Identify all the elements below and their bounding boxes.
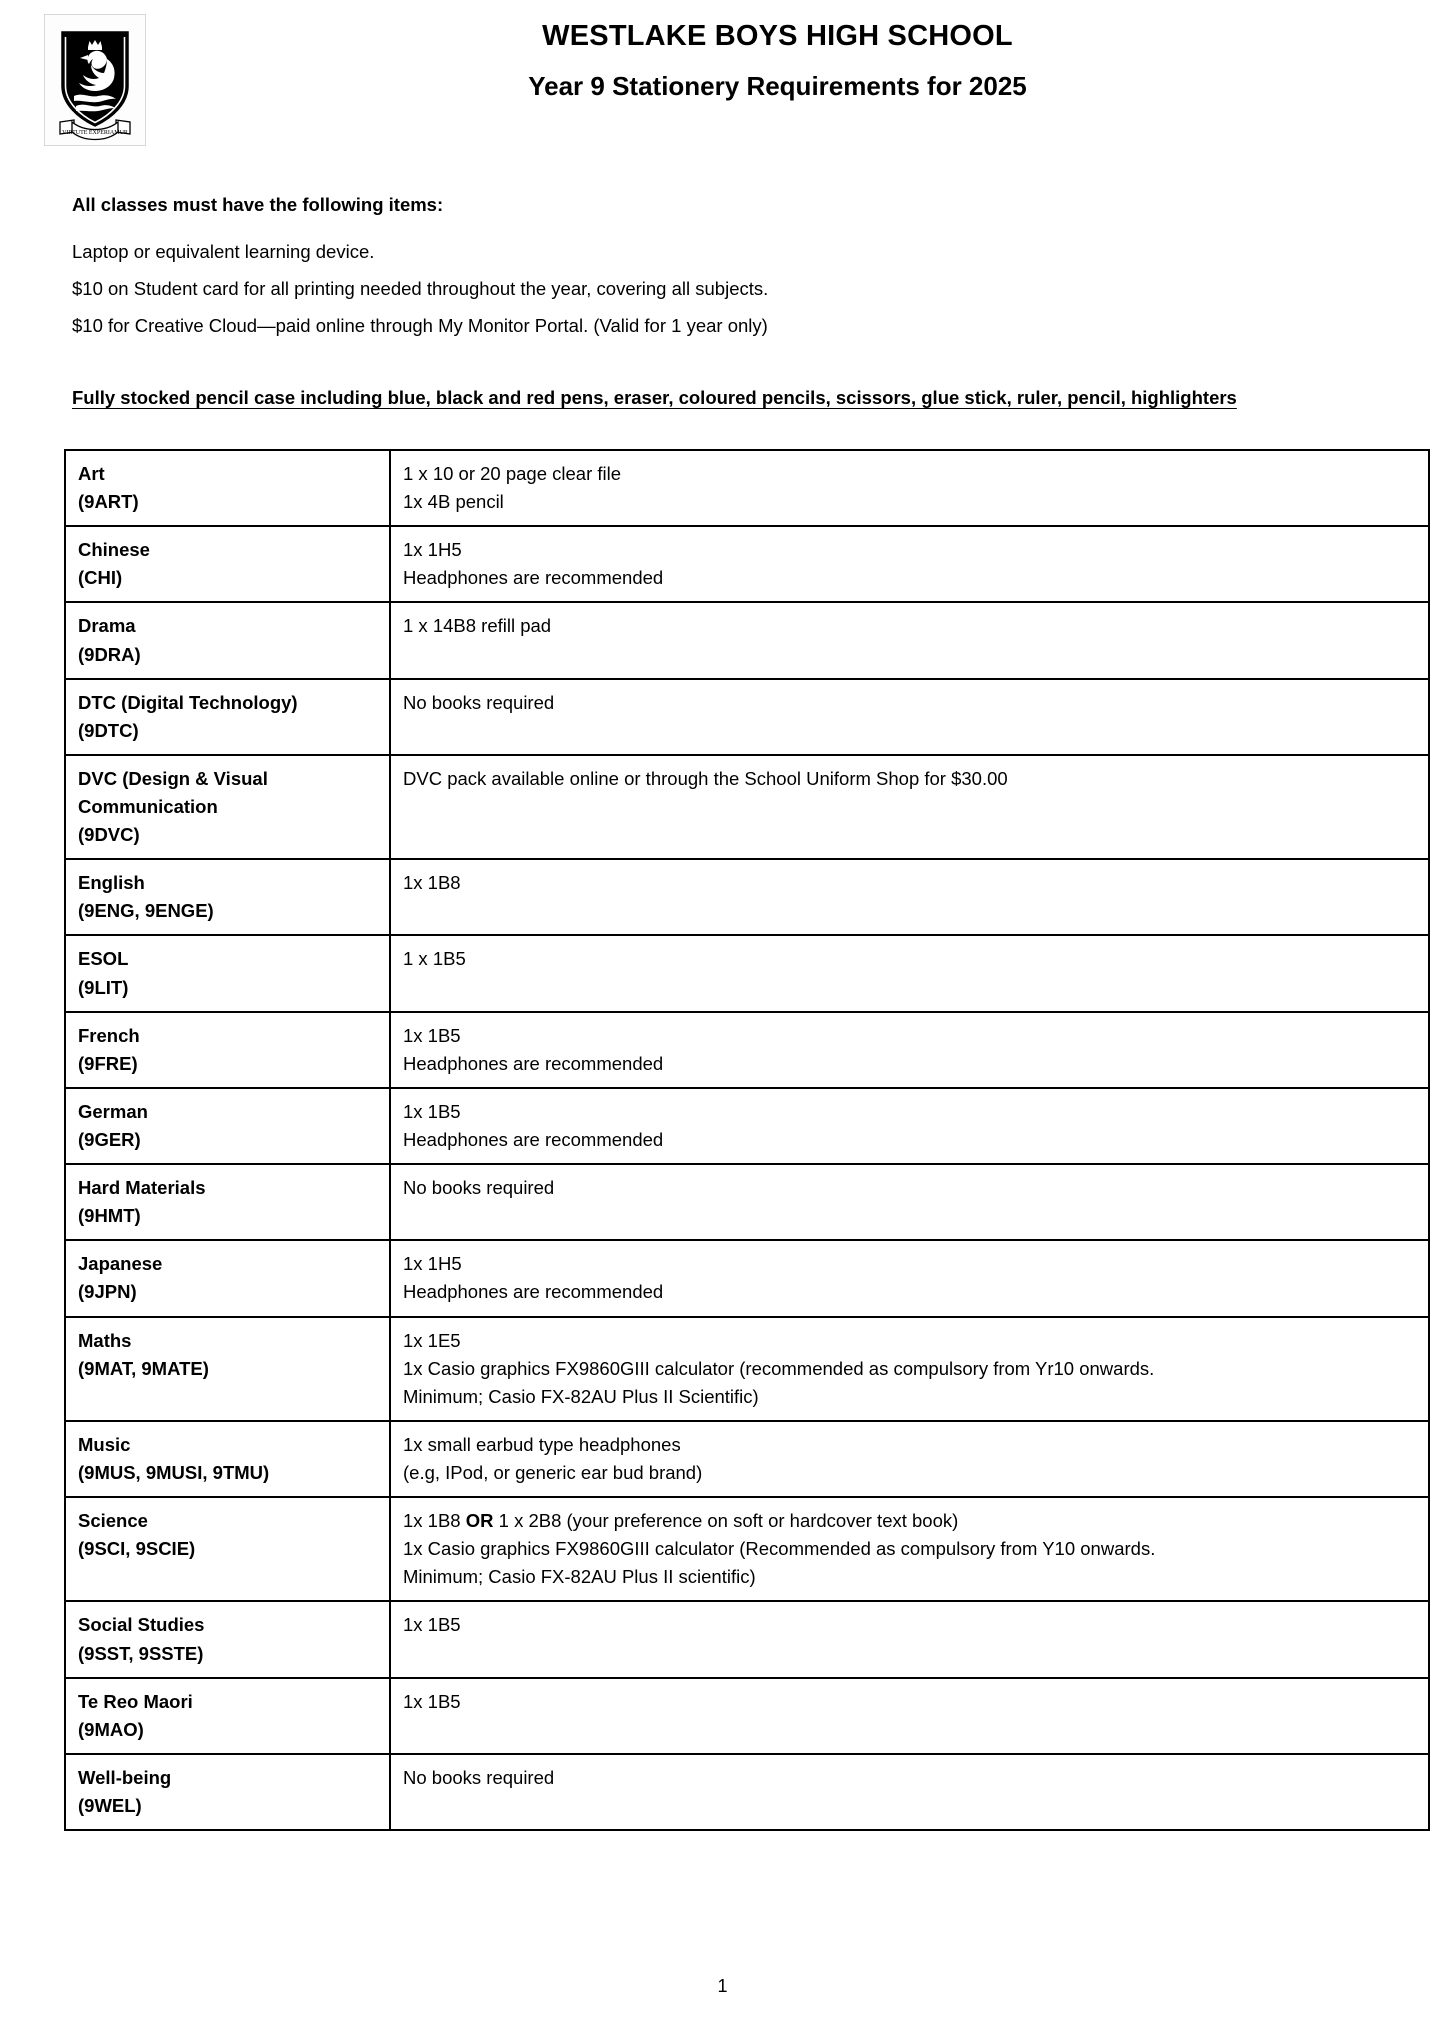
page-subtitle: Year 9 Stationery Requirements for 2025 [528, 71, 1027, 102]
pencil-case-requirement: Fully stocked pencil case including blue, black and red pens, eraser, coloured pencils, scissors, glue stick, ruler, pencil, highlighters [72, 387, 1237, 408]
items-cell [390, 526, 1429, 602]
subject-line: (9DVC) [78, 824, 140, 846]
items-cell [390, 1240, 1429, 1316]
subject-line: (9GER) [78, 1128, 141, 1150]
items-cell [390, 1421, 1429, 1497]
table-row [65, 450, 1429, 526]
subject-line: Well-being [78, 1766, 172, 1788]
items-cell [390, 1164, 1429, 1240]
table-row [65, 1497, 1429, 1601]
item-line: No books required [403, 1177, 555, 1199]
item-line: 1x 1B5 [403, 1614, 461, 1636]
item-line: 1x Casio graphics FX9860GIII calculator (recommended as compulsory from Yr10 onwards. [403, 1357, 1155, 1379]
item-line: Headphones are recommended [403, 1281, 664, 1303]
table-row [65, 1088, 1429, 1164]
item-line: 1x 1B8 [403, 872, 461, 894]
intro-section [72, 193, 1372, 349]
subject-line: (9MAT, 9MATE) [78, 1357, 209, 1379]
subject-cell [65, 1754, 390, 1830]
page-title: WESTLAKE BOYS HIGH SCHOOL [542, 20, 1013, 52]
item-line: Headphones are recommended [403, 1052, 664, 1074]
items-cell [390, 679, 1429, 755]
item-line: No books required [403, 1766, 555, 1788]
table-row [65, 859, 1429, 935]
subject-cell [65, 526, 390, 602]
subject-line: German [78, 1100, 148, 1122]
subject-cell [65, 450, 390, 526]
intro-line-laptop: Laptop or equivalent learning device. [72, 241, 375, 263]
subject-line: (9SST, 9SSTE) [78, 1642, 204, 1664]
item-line: Headphones are recommended [403, 567, 664, 589]
items-cell [390, 1012, 1429, 1088]
subject-line: (9DRA) [78, 643, 141, 665]
subject-cell [65, 1601, 390, 1677]
subject-line: DTC (Digital Technology) [78, 691, 298, 713]
subject-cell [65, 1012, 390, 1088]
subject-line: (9JPN) [78, 1281, 137, 1303]
subject-cell [65, 602, 390, 678]
items-cell [390, 1601, 1429, 1677]
items-cell [390, 1754, 1429, 1830]
table-row [65, 1421, 1429, 1497]
item-line: 1x 1B8 OR 1 x 2B8 (your preference on soft or hardcover text book) [403, 1510, 959, 1532]
table-row [65, 679, 1429, 755]
item-line: 1x Casio graphics FX9860GIII calculator (Recommended as compulsory from Y10 onwards. [403, 1538, 1156, 1560]
subject-cell [65, 935, 390, 1011]
item-line: DVC pack available online or through the School Uniform Shop for $30.00 [403, 767, 1008, 789]
items-cell [390, 1317, 1429, 1421]
table-row [65, 1240, 1429, 1316]
subject-cell [65, 859, 390, 935]
item-line: 1x 1E5 [403, 1329, 461, 1351]
table-row [65, 755, 1429, 859]
subject-line: Communication [78, 795, 218, 817]
subject-cell [65, 1164, 390, 1240]
subject-cell [65, 1317, 390, 1421]
item-line: Minimum; Casio FX-82AU Plus II Scientific) [403, 1385, 759, 1407]
items-cell [390, 450, 1429, 526]
subject-line: (9MAO) [78, 1718, 144, 1740]
subject-line: Chinese [78, 539, 150, 561]
subject-line: DVC (Design & Visual [78, 767, 268, 789]
subject-cell [65, 1678, 390, 1754]
item-line: 1x 1B5 [403, 1100, 461, 1122]
subject-line: ESOL [78, 948, 129, 970]
table-row [65, 1601, 1429, 1677]
subject-line: (9SCI, 9SCIE) [78, 1538, 196, 1560]
items-cell [390, 935, 1429, 1011]
subject-line: (9MUS, 9MUSI, 9TMU) [78, 1461, 270, 1483]
item-line: 1 x 10 or 20 page clear file [403, 463, 622, 484]
table-row [65, 1678, 1429, 1754]
school-crest-logo [44, 14, 146, 146]
items-cell [390, 1678, 1429, 1754]
subject-line: (9ENG, 9ENGE) [78, 900, 214, 922]
item-line: 1x small earbud type headphones [403, 1433, 681, 1455]
items-cell [390, 1088, 1429, 1164]
subject-line: Hard Materials [78, 1177, 206, 1199]
subject-cell [65, 755, 390, 859]
subject-line: Drama [78, 615, 136, 637]
subject-cell [65, 679, 390, 755]
intro-line-creative-cloud: $10 for Creative Cloud—paid online through My Monitor Portal. (Valid for 1 year only) [72, 314, 768, 336]
table-row [65, 526, 1429, 602]
item-line: 1x 1B5 [403, 1024, 461, 1046]
subject-line: Art [78, 463, 105, 484]
subject-cell [65, 1421, 390, 1497]
items-cell [390, 1497, 1429, 1601]
intro-heading: All classes must have the following items: [72, 194, 444, 215]
item-line: Headphones are recommended [403, 1128, 664, 1150]
item-line: 1 x 1B5 [403, 948, 466, 970]
crest-motto-text: VIRTUTE EXPERIAMUR [62, 130, 128, 136]
table-row [65, 1317, 1429, 1421]
table-row [65, 1164, 1429, 1240]
subject-cell [65, 1088, 390, 1164]
item-line: 1x 1H5 [403, 1253, 462, 1275]
subject-line: French [78, 1024, 140, 1046]
subject-line: (CHI) [78, 567, 123, 589]
title-block [150, 18, 1405, 103]
subject-line: Te Reo Maori [78, 1690, 193, 1712]
subject-line: (9HMT) [78, 1205, 141, 1227]
stationery-requirements-table [64, 449, 1430, 1831]
subject-cell [65, 1240, 390, 1316]
table-row [65, 935, 1429, 1011]
subject-line: (9ART) [78, 491, 139, 513]
table-body [65, 450, 1429, 1830]
item-line: No books required [403, 691, 555, 713]
subject-line: (9WEL) [78, 1794, 142, 1816]
document-header [0, 0, 1445, 150]
subject-line: Japanese [78, 1253, 163, 1275]
subject-line: Music [78, 1433, 131, 1455]
subject-line: (9FRE) [78, 1052, 138, 1074]
item-line: Minimum; Casio FX-82AU Plus II scientific) [403, 1566, 756, 1588]
item-line: 1x 1B5 [403, 1690, 461, 1712]
item-line: 1x 4B pencil [403, 491, 504, 513]
table-row [65, 602, 1429, 678]
table-row [65, 1012, 1429, 1088]
subject-line: Maths [78, 1329, 132, 1351]
subject-line: English [78, 872, 145, 894]
item-line: 1x 1H5 [403, 539, 462, 561]
intro-line-printing: $10 on Student card for all printing needed throughout the year, covering all subjects. [72, 277, 769, 299]
item-line: (e.g, IPod, or generic ear bud brand) [403, 1461, 703, 1483]
subject-cell [65, 1497, 390, 1601]
page-number: 1 [717, 1976, 728, 1996]
swan-crest-icon [52, 22, 138, 142]
table-row [65, 1754, 1429, 1830]
item-line: 1 x 14B8 refill pad [403, 615, 552, 637]
subject-line: Social Studies [78, 1614, 205, 1636]
items-cell [390, 755, 1429, 859]
items-cell [390, 859, 1429, 935]
items-cell [390, 602, 1429, 678]
subject-line: (9DTC) [78, 719, 139, 741]
subject-line: (9LIT) [78, 976, 129, 998]
subject-line: Science [78, 1510, 148, 1532]
